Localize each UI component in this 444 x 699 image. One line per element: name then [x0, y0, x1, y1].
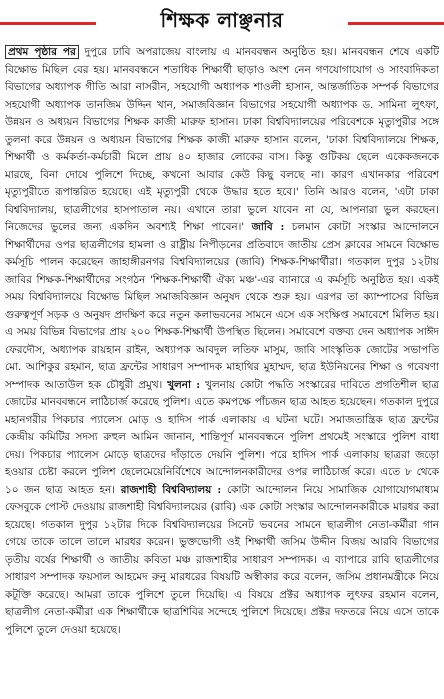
paragraph-khulna: খুলনায় কোটা পদ্ধতি সংস্কারের দাবিতে প্রগতিশীল ছাত্র জোটের মানববন্ধনে লাঠিচার্জ করেছে পুলিশ। এতে কমপক্ষে পাঁচজন ছাত্র আহত হয়েছেন। গতকাল দুপুরে মহানগরীর পিকচার প্যালেস মোড় ও হাদিস পার্ক এলাকায় এ ঘটনা ঘটে। সমাজতান্ত্রিক ছাত্র ফ্রন্টের কেন্দ্রীয় কমিটির সদস্য রুহুল আমিন জানান, শান্তিপূর্ণ মানববন্ধনে পুলিশ প্রথমেই সংস্কারে পুলিশ বাধা দেয়। পিকচার প্যালেস মোড়ে ছাত্রদের দাঁড়াতে দেয়নি পুলিশ। পরে হাদিস পার্ক এলাকায় ছাত্ররা জড়ো হওয়ার চেষ্টা করলে পুলিশ ছেলেমেয়েনির্বিশেষে আন্দোলনকারীদের ওপর লাঠিচার্জ করে। এতে ৮ থেকে ১০ জন ছাত্র আহত হন।: [5, 378, 439, 496]
headline: শিক্ষক লাঞ্ছনার: [160, 8, 284, 32]
paragraph-jahangirnagar: চলমান কোটা সংস্কার আন্দোলনে শিক্ষার্থীদের ওপর ছাত্রলীগের হামলা ও রাষ্ট্রীয় নিপীড়নের প্রতিবাদে জাতীয় প্রেস ক্লাবের সামনে বিক্ষোভ কর্মসূচি পালন করেছেন জাহাঙ্গীরনগর বিশ্ববিদ্যালয়ের (জাবি) শিক্ষক-শিক্ষার্থীরা। গতকাল দুপুর ১২টায় জাবির শিক্ষক-শিক্ষার্থীদের সংগঠন 'শিক্ষক-শিক্ষার্থী ঐক্য মঞ্চ'-এর ব্যানারে এ কর্মসূচি অনুষ্ঠিত হয়। একই সময় বিশ্ববিদ্যালয়ে বিক্ষোভ মিছিল সমাজবিজ্ঞান অনুষদ থেকে শুরু হয়। এরপর তা ক্যাম্পাসের বিভিন্ন গুরুত্বপূর্ণ সড়ক ও অনুষদ প্রদক্ষিণ করে নতুন কলাভবনের সামনে এসে এক সংক্ষিপ্ত সমাবেশে মিলিত হয়। এ সময় বিভিন্ন বিভাগের প্রায় ২০০ শিক্ষক-শিক্ষার্থী উপস্থিত ছিলেন। সমাবেশে বক্তব্য দেন অধ্যাপক সাঈদ ফেরদৌস, অধ্যাপক রায়হান রাইন, অধ্যাপক আবদুল লতিফ মাসুম, জাবি সাংস্কৃতিক জোটের সভাপতি মো. আশিকুর রহমান, ছাত্র ফ্রন্টের সাধারণ সম্পাদক মাহাথির মুহাম্মদ, ছাত্র ইউনিয়নের শিক্ষা ও গবেষণা সম্পাদক আতাউল হক চৌধুরী প্রমুখ।: [5, 221, 439, 391]
section-label-jabi: জাবি :: [251, 221, 285, 233]
section-label-khulna: খুলনা :: [167, 378, 201, 391]
section-label-rajshahi: রাজশাহী বিশ্ববিদ্যালয় :: [120, 483, 222, 496]
paragraph-dhaka-university: দুপুরে ঢাবি অপরাজেয় বাংলায় এ মানববন্ধন অনুষ্ঠিত হয়। মানববন্ধন শেষে একটি বিক্ষোভ মিছিল বের হয়। মানববন্ধনে শতাধিক শিক্ষার্থী ছাড়াও অংশ নেন গণযোগাযোগ ও সাংবাদিকতা বিভাগের অধ্যাপক গীতি আরা নাসরীন, সহযোগী অধ্যাপক শাওলী হাসান, আন্তর্জাতিক সম্পর্ক বিভাগের সহযোগী অধ্যাপক তানজিম উদ্দিন খান, সমাজবিজ্ঞান বিভাগের সহযোগী অধ্যাপক ড. সামিনা লুৎফা, উন্নয়ন ও অধ্যয়ন বিভাগের শিক্ষক কাজী মারুফ হাসান। ঢাকা বিশ্ববিদ্যালয়ের পরিবেশকে মৃত্যুপুরীর সঙ্গে তুলনা করে উন্নয়ন ও অধ্যয়ন বিভাগের শিক্ষক কাজী মারুফ হাসান বলেন, 'ঢাকা বিশ্ববিদ্যালয়ে শিক্ষক, শিক্ষার্থী ও কর্মকর্তা-কর্মচারী মিলে প্রায় ৪০ হাজার লোকের বাস। কিন্তু গুটিকয় ছেলে একেকজনকে মারছে, বিনা দোষে পুলিশে দিচ্ছে, কখনো আবার কেউ কিছু বলছে না। কারণ এখানকার পরিবেশ মৃত্যুপুরীতে রূপান্তরিত হয়েছে। এই মৃত্যুপুরী থেকে উদ্ধার হতে হবে।' তিনি আরও বলেন, 'এটা ঢাকা বিশ্ববিদ্যালয়, ছাত্রলীগের হাসপাতাল নয়। এখানে তারা ভুলে যাবেন না যে, আপনারা ভুল করছেন। নিজেদের ভুলের জন্য একদিন অবশ্যই শিক্ষা পাবেন।': [5, 46, 439, 233]
article-body: [5, 44, 439, 696]
paragraph-rajshahi: কোটা আন্দোলন নিয়ে সামাজিক যোগাযোগমাধ্যম ফেসবুকে পোস্ট দেওয়ায় রাজশাহী বিশ্ববিদ্যালয়ের (রাবি) এক কোটা সংস্কার আন্দোলনকারীকে মারধর করা হয়েছে। গতকাল দুপুর ১২টার দিকে বিশ্ববিদ্যালয়ের সিনেট ভবনের সামনে ছাত্রলীগ নেতা-কর্মীরা গান গেয়ে তাকে তালে তালে মারধর করেন। ভুক্তভোগী ওই শিক্ষার্থী জসিম উদ্দীন বিজয় আরবি বিভাগের তৃতীয় বর্ষের শিক্ষার্থী ও জাতীয় কবিতা মঞ্চ রাজশাহীর সাধারণ সম্পাদক। এ ব্যাপারে রাবি ছাত্রলীগের সাধারণ সম্পাদক ফয়সাল আহমেদ রুনু মারধরের বিষয়টি অস্বীকার করে বলেন, জসিম প্রধানমন্ত্রীকে নিয়ে কটূক্তি করেছে। আমরা তাকে পুলিশে তুলে দিয়েছি। এ বিষয়ে প্রক্টর অধ্যাপক লুৎফর রহমান বলেন, ছাত্রলীগ নেতা-কর্মীরা এক শিক্ষার্থীকে ছাত্রশিবির সন্দেহে পুলিশে দিয়েছে। প্রক্টর দফতরে নিয়ে এসে তাকে পুলিশে তুলে দেওয়া হয়েছে।: [5, 483, 439, 636]
continued-from-tag: প্রথম পৃষ্ঠার পর: [5, 45, 79, 59]
